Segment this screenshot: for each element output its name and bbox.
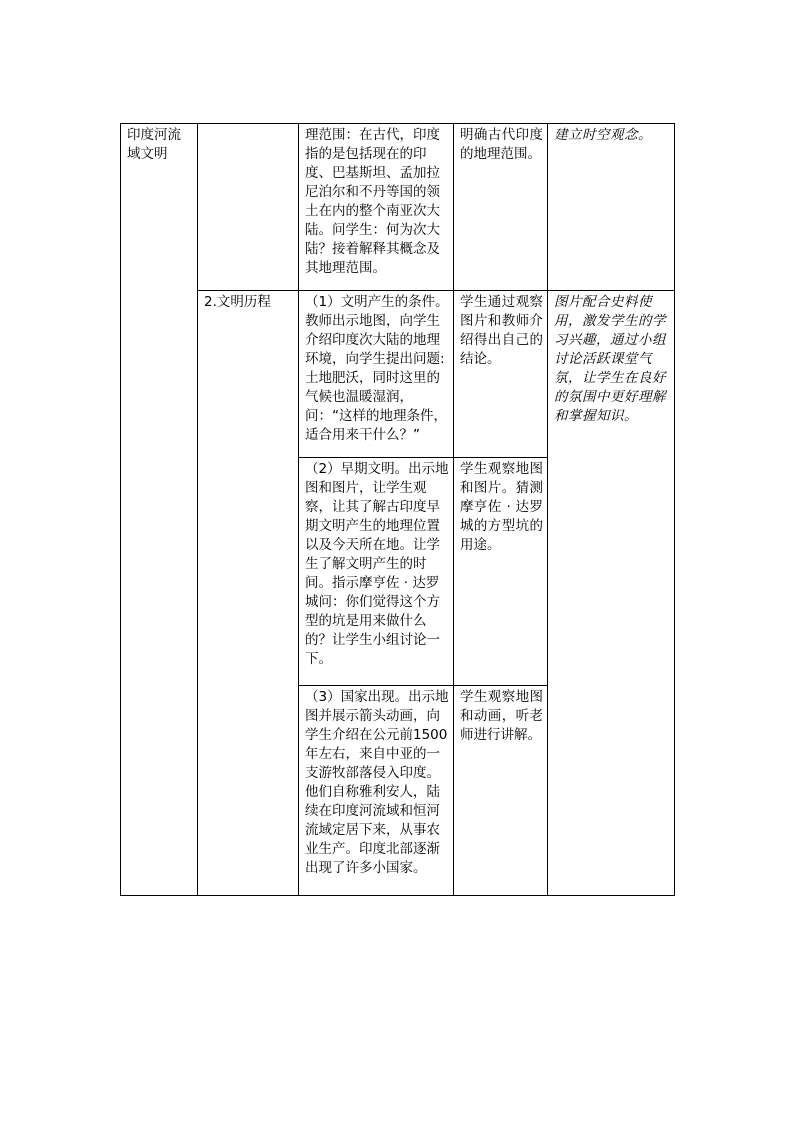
lesson-plan-table [120, 123, 675, 896]
content-cell: （2）早期文明。出示地图和图片，让学生观察，让其了解古印度早期文明产生的地理位置以及今天所在地。让学生了解文明产生的时间。指示摩亨佐 · 达罗城问：你们觉得这个方型的坑是用来做什么的？让学生小组讨论一下。 [299, 458, 454, 686]
design-note-text: 建立时空观念。 [554, 127, 652, 143]
student-activity-cell: 明确古代印度的地理范围。 [454, 124, 548, 291]
student-activity-cell: 学生观察地图和图片。猜测摩亨佐 · 达罗城的方型坑的用途。 [454, 458, 548, 686]
student-activity-cell: 学生观察地图和动画，听老师进行讲解。 [454, 686, 548, 896]
design-note-text: 图片配合史料使用，激发学生的学习兴趣，通过小组讨论活跃课堂气氛，让学生在良好的氛围中更好理解和掌握知识。 [554, 294, 666, 424]
content-cell: 理范围：在古代，印度指的是包括现在的印度、巴基斯坦、孟加拉 尼泊尔和不丹等国的领土在内的整个南亚次大陆。问学生：何为次大陆？接着解释其概念及其地理范围。 [299, 124, 454, 291]
section-title-cell-empty [198, 124, 299, 291]
content-cell: （1）文明产生的条件。教师出示地图，向学生介绍印度次大陆的地理环境，向学生提出问题:土地肥沃，同时这里的气候也温暖湿润，问：“这样的地理条件，适合用来干什么？” [299, 291, 454, 458]
design-note-cell [548, 291, 675, 896]
table-row [121, 291, 675, 458]
design-note-cell [548, 124, 675, 291]
table-row [121, 124, 675, 291]
content-cell: （3）国家出现。出示地图并展示箭头动画，向学生介绍在公元前1500年左右，来自中亚的一支游牧部落侵入印度。他们自称雅利安人，陆续在印度河流域和恒河流域定居下来，从事农业生产。印度北部逐渐出现了许多小国家。 [299, 686, 454, 896]
section-title-cell: 2.文明历程 [198, 291, 299, 896]
region-cell: 印度河流域文明 [121, 124, 198, 896]
student-activity-cell: 学生通过观察图片和教师介绍得出自己的结论。 [454, 291, 548, 458]
